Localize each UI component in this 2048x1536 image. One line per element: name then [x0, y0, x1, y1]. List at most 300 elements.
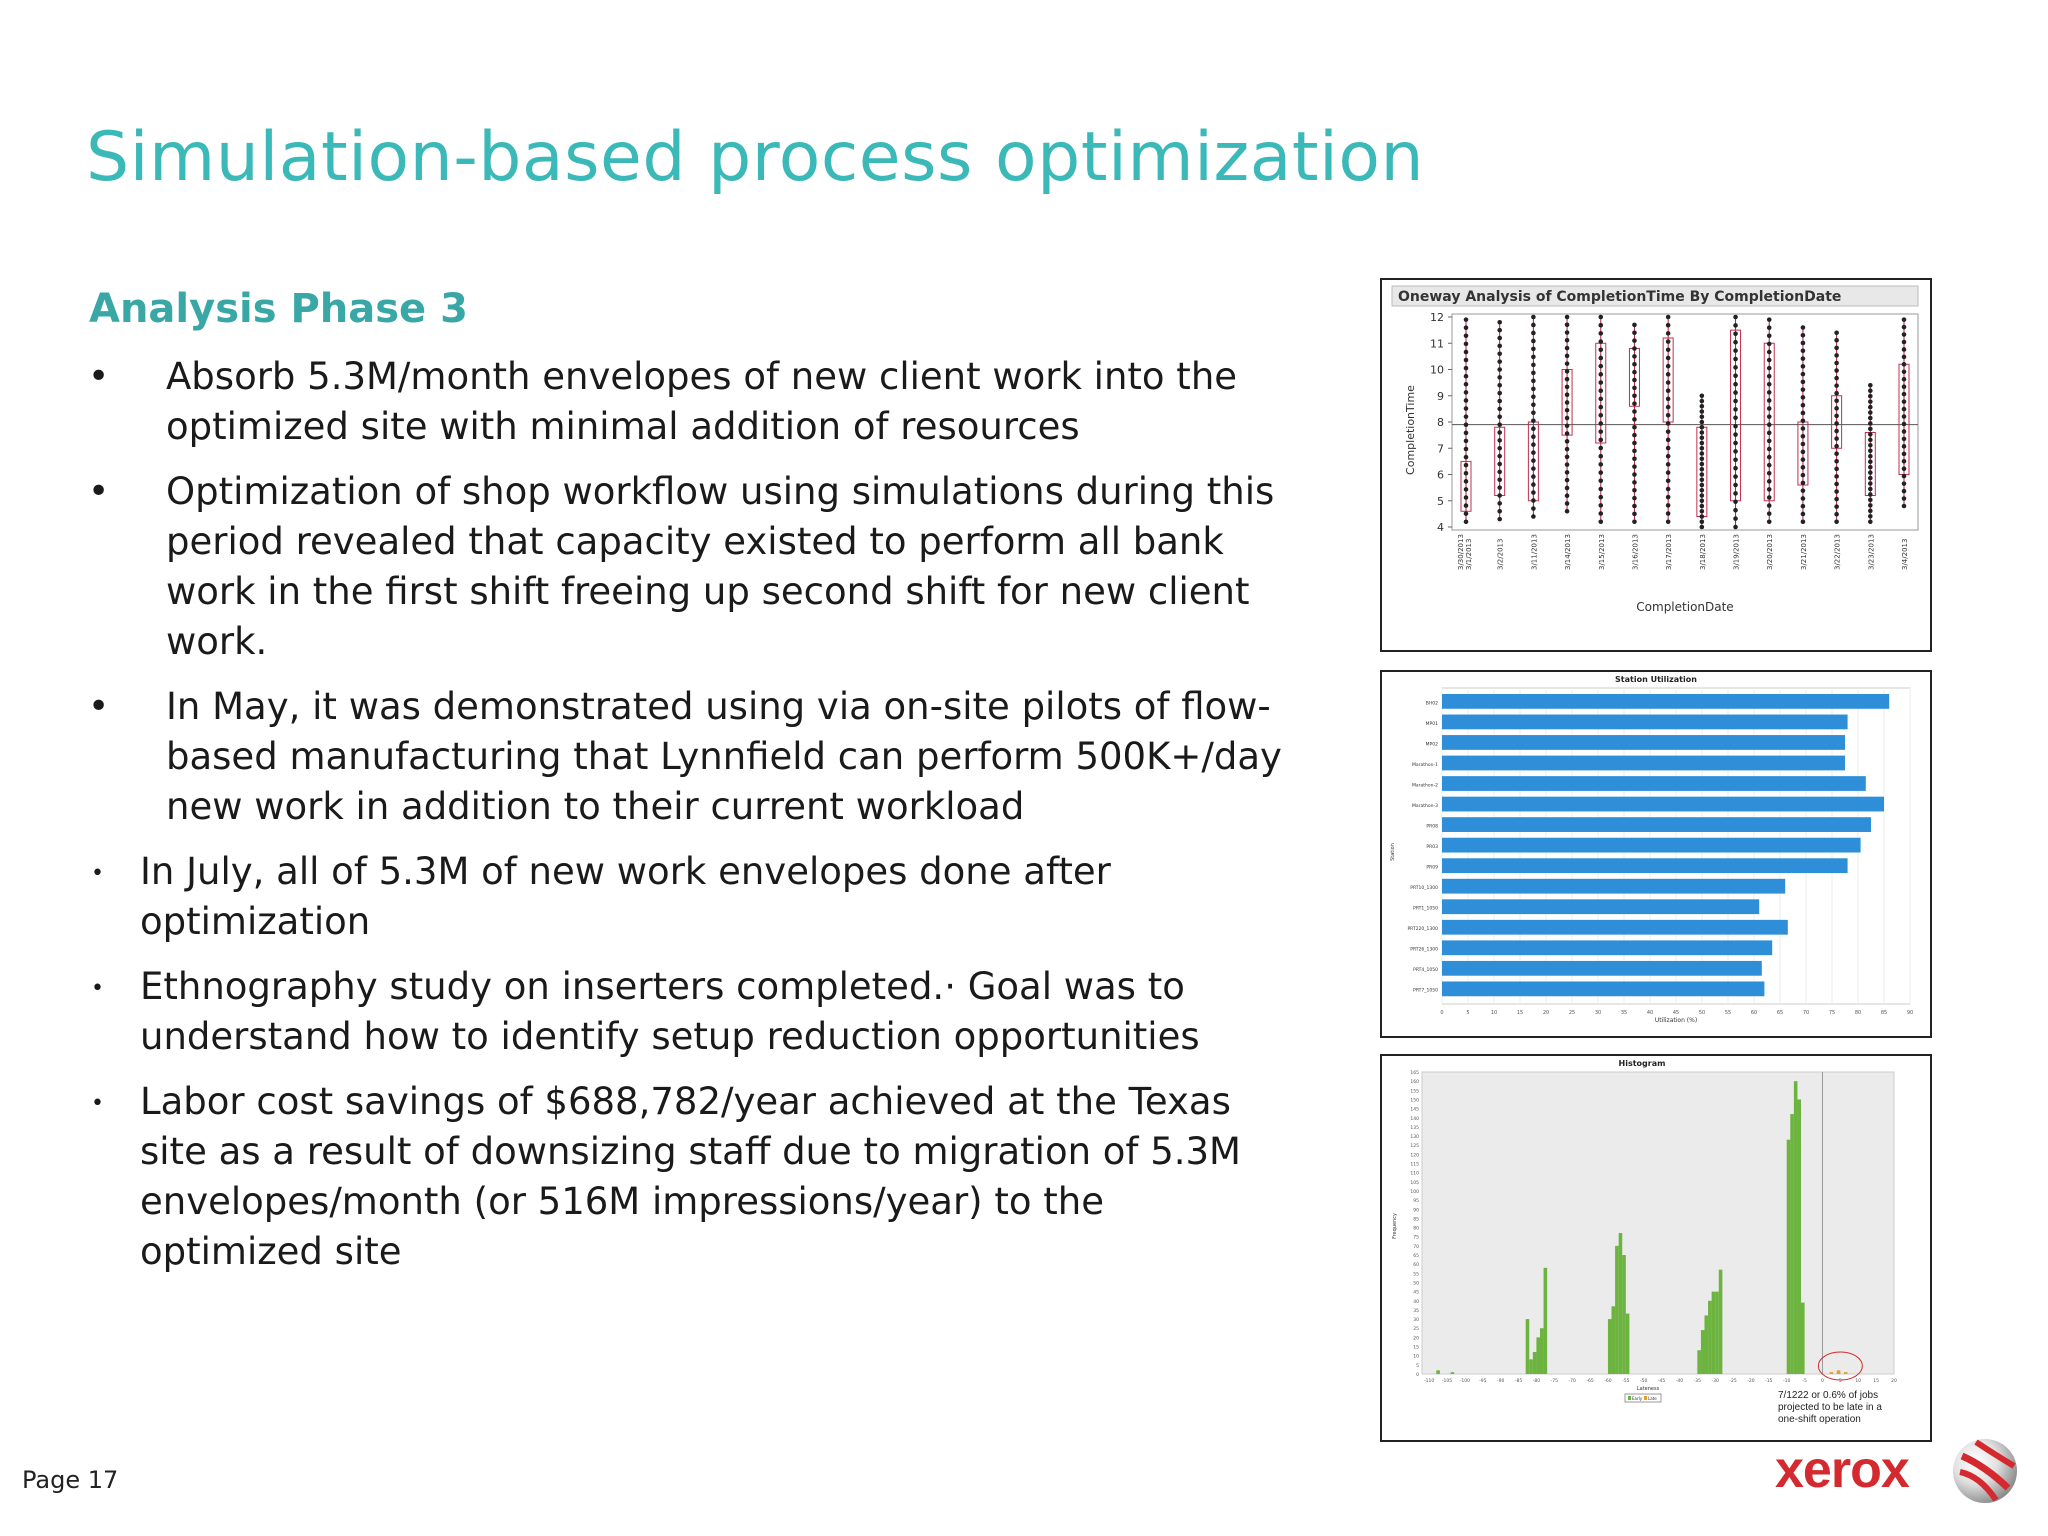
data-point: [1565, 470, 1570, 475]
data-point: [1464, 487, 1469, 492]
data-point: [1632, 472, 1637, 477]
data-point: [1497, 359, 1502, 364]
data-point: [1497, 462, 1502, 467]
data-point: [1834, 459, 1839, 464]
data-point: [1767, 479, 1772, 484]
data-point: [1868, 476, 1873, 481]
data-point: [1464, 463, 1469, 468]
data-point: [1733, 348, 1738, 353]
data-point: [1733, 315, 1738, 320]
data-point: [1902, 384, 1907, 389]
data-point: [1666, 323, 1671, 328]
bullet-text: In May, it was demonstrated using via on-site pilots of flow-based manufacturing that Lynnfield can perform 500K+/day new work in addition to their current workload: [166, 685, 1282, 828]
utilization-bar: [1442, 776, 1866, 791]
data-point: [1700, 504, 1705, 509]
x-tick-label: -55: [1622, 1379, 1630, 1384]
data-point: [1497, 477, 1502, 482]
data-point: [1666, 339, 1671, 344]
y-tick-label: 5: [1437, 494, 1444, 508]
x-tick-label: 20: [1891, 1379, 1897, 1384]
data-point: [1598, 364, 1603, 369]
histogram-bar: [1790, 1114, 1794, 1374]
x-tick-label: -70: [1568, 1379, 1576, 1384]
y-tick-label: 150: [1410, 1098, 1419, 1104]
data-point: [1497, 446, 1502, 451]
data-point: [1565, 455, 1570, 460]
utilization-bar: [1442, 817, 1871, 832]
bullet-list: [86, 352, 1296, 1292]
x-tick-label: -75: [1550, 1379, 1558, 1384]
data-point: [1767, 455, 1772, 460]
x-tick-label: 80: [1854, 1010, 1862, 1016]
data-point: [1666, 495, 1671, 500]
data-point: [1801, 341, 1806, 346]
histogram-bar: [1704, 1315, 1708, 1374]
x-tick-label: 50: [1698, 1010, 1706, 1016]
data-point: [1598, 405, 1603, 410]
data-point: [1868, 470, 1873, 475]
data-point: [1902, 474, 1907, 479]
utilization-bar: [1442, 694, 1889, 709]
bullet-text: In July, all of 5.3M of new work envelopes done after optimization: [140, 850, 1111, 943]
data-point: [1902, 355, 1907, 360]
histogram-bar: [1526, 1319, 1530, 1374]
data-point: [1767, 317, 1772, 322]
data-point: [1497, 399, 1502, 404]
data-point: [1733, 466, 1738, 471]
y-tick-label: 55: [1413, 1272, 1419, 1278]
x-tick-label: 90: [1906, 1010, 1914, 1016]
data-point: [1565, 346, 1570, 351]
data-point: [1801, 488, 1806, 493]
data-point: [1464, 382, 1469, 387]
data-point: [1834, 414, 1839, 419]
data-point: [1801, 496, 1806, 501]
data-point: [1801, 473, 1806, 478]
data-point: [1598, 487, 1603, 492]
histogram-bar: [1797, 1099, 1801, 1374]
y-tick-label: 90: [1413, 1208, 1419, 1214]
data-point: [1598, 380, 1603, 385]
data-point: [1464, 414, 1469, 419]
list-item: [86, 682, 1296, 832]
data-point: [1497, 328, 1502, 333]
x-axis-label: Utilization (%): [1654, 1017, 1698, 1024]
data-point: [1902, 399, 1907, 404]
x-tick-label: 25: [1568, 1010, 1576, 1016]
data-point: [1497, 493, 1502, 498]
data-point: [1700, 420, 1705, 425]
y-tick-label: 155: [1410, 1089, 1419, 1095]
data-point: [1666, 487, 1671, 492]
data-point: [1700, 414, 1705, 419]
station-utilization-chart: [1380, 670, 1932, 1038]
data-point: [1531, 474, 1536, 479]
data-point: [1801, 465, 1806, 470]
y-tick-label: 95: [1413, 1199, 1419, 1205]
data-point: [1531, 379, 1536, 384]
data-point: [1464, 422, 1469, 427]
data-point: [1464, 511, 1469, 516]
y-tick-label: 6: [1437, 468, 1444, 482]
y-tick-label: 75: [1413, 1235, 1419, 1241]
utilization-bar: [1442, 981, 1764, 996]
data-point: [1531, 402, 1536, 407]
utilization-bar: [1442, 838, 1861, 853]
plot-area: [1452, 314, 1918, 530]
data-point: [1531, 514, 1536, 519]
data-point: [1632, 409, 1637, 414]
histogram-bar: [1540, 1328, 1544, 1374]
data-point: [1598, 388, 1603, 393]
data-point: [1834, 346, 1839, 351]
x-tick-label: 3/11/2013: [1530, 534, 1539, 570]
x-tick-label: 60: [1750, 1010, 1758, 1016]
data-point: [1497, 430, 1502, 435]
histogram-bar: [1844, 1372, 1848, 1374]
y-tick-label: 145: [1410, 1107, 1419, 1113]
data-point: [1565, 408, 1570, 413]
legend-swatch: [1644, 1396, 1647, 1400]
data-point: [1464, 439, 1469, 444]
data-point: [1565, 315, 1570, 320]
bullet-marker: •: [88, 356, 110, 397]
data-point: [1598, 421, 1603, 426]
data-point: [1497, 470, 1502, 475]
utilization-bar: [1442, 961, 1762, 976]
data-point: [1868, 509, 1873, 514]
data-point: [1464, 333, 1469, 338]
data-point: [1700, 462, 1705, 467]
data-point: [1531, 410, 1536, 415]
data-point: [1700, 451, 1705, 456]
data-point: [1565, 423, 1570, 428]
chart-title: Station Utilization: [1615, 675, 1697, 684]
data-point: [1464, 398, 1469, 403]
data-point: [1733, 390, 1738, 395]
bullet-text: Optimization of shop workflow using simulations during this period revealed that capacity existed to perform all bank work in the first shift freeing up second shift for new client work.: [166, 470, 1275, 663]
data-point: [1801, 457, 1806, 462]
data-point: [1902, 325, 1907, 330]
data-point: [1868, 427, 1873, 432]
data-point: [1902, 340, 1907, 345]
data-point: [1767, 342, 1772, 347]
y-tick-label: 125: [1410, 1144, 1419, 1150]
data-point: [1767, 414, 1772, 419]
data-point: [1700, 456, 1705, 461]
data-point: [1598, 519, 1603, 524]
data-point: [1497, 414, 1502, 419]
x-tick-label: 75: [1828, 1010, 1836, 1016]
data-point: [1868, 459, 1873, 464]
data-point: [1902, 377, 1907, 382]
x-tick-label: 3/14/2013: [1564, 534, 1573, 570]
data-point: [1632, 433, 1637, 438]
data-point: [1733, 357, 1738, 362]
x-tick-label: -45: [1657, 1379, 1666, 1384]
lateness-histogram-chart: [1380, 1054, 1932, 1442]
data-point: [1464, 358, 1469, 363]
data-point: [1700, 498, 1705, 503]
list-item: [86, 467, 1296, 667]
data-point: [1598, 347, 1603, 352]
y-axis-label: Station: [1390, 843, 1396, 861]
data-point: [1598, 339, 1603, 344]
data-point: [1902, 437, 1907, 442]
utilization-bar: [1442, 735, 1845, 750]
data-point: [1801, 450, 1806, 455]
histogram-bar: [1787, 1140, 1791, 1374]
y-tick-label: 115: [1410, 1162, 1419, 1168]
data-point: [1902, 362, 1907, 367]
list-item: [86, 352, 1296, 452]
x-tick-label: 70: [1802, 1010, 1810, 1016]
data-point: [1868, 519, 1873, 524]
data-point: [1565, 478, 1570, 483]
data-point: [1464, 390, 1469, 395]
data-point: [1531, 339, 1536, 344]
data-point: [1868, 383, 1873, 388]
data-point: [1632, 417, 1637, 422]
data-point: [1700, 425, 1705, 430]
data-point: [1868, 465, 1873, 470]
y-tick-label: 45: [1413, 1290, 1419, 1296]
histogram-bar: [1544, 1268, 1548, 1374]
data-point: [1700, 493, 1705, 498]
data-point: [1632, 354, 1637, 359]
data-point: [1801, 519, 1806, 524]
data-point: [1497, 501, 1502, 506]
data-point: [1632, 441, 1637, 446]
histogram-bar: [1712, 1292, 1716, 1374]
data-point: [1902, 504, 1907, 509]
y-tick-label: 120: [1410, 1153, 1419, 1159]
data-point: [1801, 387, 1806, 392]
y-tick-label: PR03: [1426, 845, 1438, 850]
y-axis-label: Frequency: [1392, 1213, 1398, 1239]
y-tick-label: MP01: [1425, 721, 1438, 727]
x-tick-label: 3/22/2013: [1833, 534, 1842, 570]
data-point: [1531, 387, 1536, 392]
y-tick-label: 165: [1410, 1071, 1419, 1076]
x-tick-label: 85: [1880, 1010, 1888, 1016]
x-tick-label: -15: [1765, 1379, 1773, 1384]
data-point: [1801, 426, 1806, 431]
data-point: [1868, 454, 1873, 459]
data-point: [1733, 374, 1738, 379]
x-tick-label: 45: [1672, 1010, 1680, 1016]
plot-area: [1422, 1072, 1894, 1374]
x-tick-label: 3/19/2013: [1732, 534, 1741, 570]
data-point: [1598, 356, 1603, 361]
data-point: [1700, 404, 1705, 409]
legend-swatch: [1628, 1396, 1631, 1400]
data-point: [1834, 429, 1839, 434]
data-point: [1666, 470, 1671, 475]
data-point: [1834, 391, 1839, 396]
data-point: [1834, 444, 1839, 449]
data-point: [1733, 323, 1738, 328]
data-point: [1632, 480, 1637, 485]
data-point: [1598, 454, 1603, 459]
data-point: [1497, 407, 1502, 412]
histogram-bar: [1794, 1081, 1798, 1374]
data-point: [1733, 332, 1738, 337]
data-point: [1801, 325, 1806, 330]
data-point: [1733, 382, 1738, 387]
data-point: [1497, 336, 1502, 341]
data-point: [1834, 338, 1839, 343]
data-point: [1733, 500, 1738, 505]
data-point: [1834, 497, 1839, 502]
data-point: [1565, 486, 1570, 491]
y-axis-label: CompletionTime: [1404, 385, 1417, 475]
data-point: [1902, 459, 1907, 464]
data-point: [1834, 330, 1839, 335]
data-point: [1565, 392, 1570, 397]
y-tick-label: PRT10_1300: [1410, 886, 1438, 892]
data-point: [1531, 426, 1536, 431]
x-tick-label: -95: [1479, 1379, 1487, 1384]
histogram-bar: [1612, 1306, 1616, 1374]
y-tick-label: PR09: [1426, 865, 1438, 871]
y-tick-label: 12: [1430, 311, 1444, 324]
x-tick-label: -85: [1514, 1379, 1523, 1384]
data-point: [1834, 383, 1839, 388]
data-point: [1632, 323, 1637, 328]
data-point: [1666, 347, 1671, 352]
data-point: [1666, 462, 1671, 467]
x-tick-label: -35: [1693, 1379, 1702, 1384]
data-point: [1868, 503, 1873, 508]
x-tick-label: 35: [1620, 1010, 1628, 1016]
data-point: [1666, 356, 1671, 361]
data-point: [1902, 496, 1907, 501]
data-point: [1700, 393, 1705, 398]
data-point: [1531, 506, 1536, 511]
data-point: [1767, 503, 1772, 508]
data-point: [1565, 338, 1570, 343]
utilization-bar: [1442, 940, 1772, 955]
data-point: [1666, 364, 1671, 369]
y-tick-label: 10: [1430, 363, 1444, 377]
x-tick-label: -10: [1783, 1379, 1791, 1384]
histogram-chart-svg: [1382, 1056, 1930, 1440]
y-tick-label: 10: [1413, 1354, 1419, 1360]
data-point: [1801, 442, 1806, 447]
y-tick-label: Marathon-2: [1412, 783, 1438, 789]
data-point: [1531, 371, 1536, 376]
data-point: [1733, 491, 1738, 496]
data-point: [1497, 367, 1502, 372]
data-point: [1767, 325, 1772, 330]
y-tick-label: 60: [1413, 1263, 1419, 1269]
data-point: [1767, 447, 1772, 452]
data-point: [1700, 477, 1705, 482]
y-tick-label: PRT220_1300: [1407, 927, 1438, 933]
x-tick-label: 5: [1466, 1010, 1470, 1016]
data-point: [1666, 405, 1671, 410]
histogram-bar: [1619, 1233, 1623, 1374]
data-point: [1531, 490, 1536, 495]
histogram-bar: [1529, 1359, 1533, 1374]
x-tick-label: 3/20/2013: [1766, 534, 1775, 570]
data-point: [1632, 488, 1637, 493]
data-point: [1700, 488, 1705, 493]
data-point: [1868, 410, 1873, 415]
data-point: [1767, 439, 1772, 444]
utilization-bar: [1442, 715, 1848, 730]
data-point: [1666, 454, 1671, 459]
x-tick-label: 0: [1821, 1379, 1824, 1384]
data-point: [1801, 380, 1806, 385]
data-point: [1464, 471, 1469, 476]
x-tick-label: -65: [1586, 1379, 1594, 1384]
data-point: [1666, 511, 1671, 516]
data-point: [1902, 466, 1907, 471]
data-point: [1531, 315, 1536, 320]
data-point: [1464, 431, 1469, 436]
data-point: [1700, 409, 1705, 414]
data-point: [1801, 481, 1806, 486]
data-point: [1700, 483, 1705, 488]
y-tick-label: 40: [1413, 1299, 1419, 1305]
data-point: [1868, 492, 1873, 497]
legend: [1625, 1394, 1661, 1402]
data-point: [1598, 331, 1603, 336]
bullet-marker: •: [88, 471, 110, 512]
x-tick-label: 3/4/2013: [1901, 538, 1909, 570]
x-axis-label: Lateness: [1636, 1386, 1660, 1392]
data-point: [1632, 378, 1637, 383]
data-point: [1497, 375, 1502, 380]
data-point: [1464, 455, 1469, 460]
x-tick-label: 3/1/2013: [1465, 538, 1473, 570]
data-point: [1834, 489, 1839, 494]
annotation-text: 7/1222 or 0.6% of jobs projected to be late in a one-shift operation: [1778, 1390, 1882, 1425]
data-point: [1497, 454, 1502, 459]
data-point: [1565, 501, 1570, 506]
data-point: [1531, 418, 1536, 423]
x-tick-label: -60: [1604, 1379, 1612, 1384]
y-tick-label: 30: [1413, 1318, 1419, 1324]
data-point: [1733, 449, 1738, 454]
data-point: [1598, 503, 1603, 508]
x-tick-label: 3/18/2013: [1698, 534, 1707, 570]
data-point: [1902, 481, 1907, 486]
data-point: [1733, 508, 1738, 513]
data-point: [1497, 517, 1502, 522]
y-tick-label: 5: [1416, 1363, 1419, 1369]
data-point: [1902, 414, 1907, 419]
data-point: [1767, 463, 1772, 468]
data-point: [1598, 315, 1603, 320]
y-tick-label: 7: [1437, 442, 1444, 456]
data-point: [1767, 374, 1772, 379]
x-tick-label: 20: [1542, 1010, 1550, 1016]
x-tick-label: -50: [1640, 1379, 1648, 1384]
data-point: [1632, 504, 1637, 509]
data-point: [1801, 403, 1806, 408]
data-point: [1767, 471, 1772, 476]
data-point: [1565, 385, 1570, 390]
x-tick-label: 10: [1490, 1010, 1498, 1016]
data-point: [1767, 495, 1772, 500]
utilization-bar: [1442, 899, 1759, 914]
data-point: [1700, 472, 1705, 477]
y-tick-label: 130: [1410, 1135, 1419, 1141]
data-point: [1464, 342, 1469, 347]
